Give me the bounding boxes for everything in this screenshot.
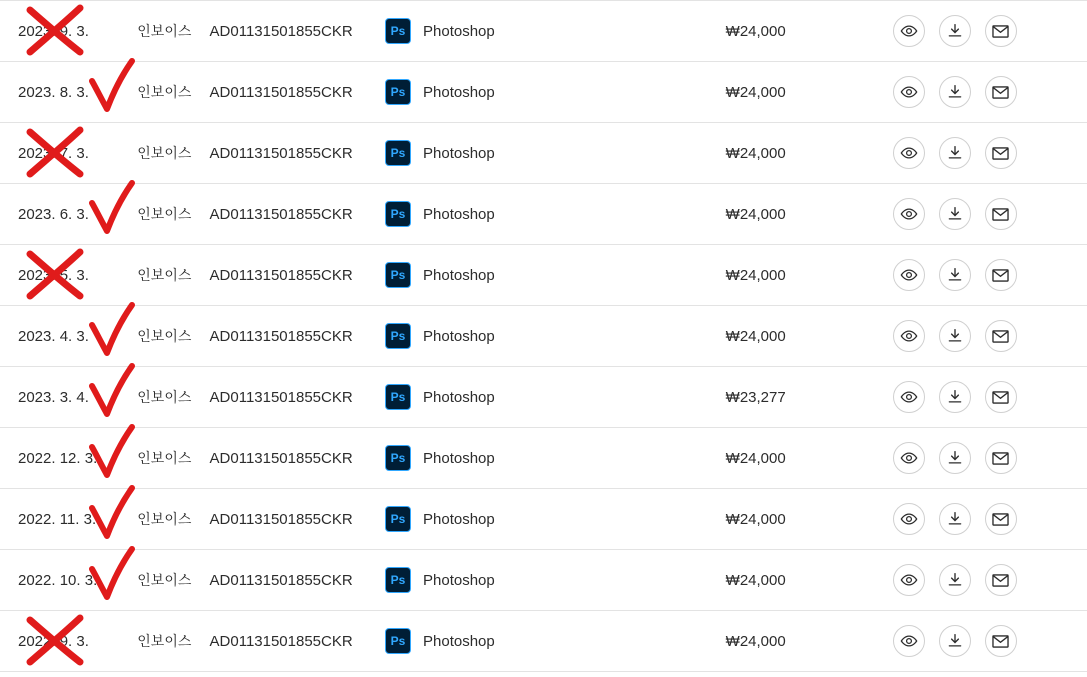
invoice-doc-type-cell: 인보이스 — [137, 328, 192, 344]
download-icon — [946, 388, 964, 406]
invoice-actions-cell — [891, 611, 1087, 672]
download-invoice-button[interactable] — [939, 320, 971, 352]
product-name-label: Photoshop — [423, 449, 495, 467]
download-invoice-button[interactable] — [939, 259, 971, 291]
invoice-order-number-cell: AD01131501855CKR — [209, 83, 353, 101]
invoice-order-number-cell: AD01131501855CKR — [209, 510, 353, 528]
invoice-date-cell: 2022. 11. 3. — [18, 510, 97, 528]
invoice-amount-cell: ₩23,277 — [725, 388, 786, 406]
invoice-date-cell: 2022. 10. 3. — [18, 571, 98, 589]
invoice-actions-cell — [891, 306, 1087, 367]
invoice-date-cell: 2023. 7. 3. — [18, 144, 89, 162]
invoice-actions-cell — [891, 245, 1087, 306]
invoice-actions-cell — [891, 428, 1087, 489]
photoshop-icon: Ps — [385, 79, 411, 105]
email-invoice-button[interactable] — [985, 442, 1017, 474]
invoice-date-cell: 2023. 9. 3. — [18, 22, 89, 40]
table-row — [0, 306, 1087, 367]
photoshop-icon: Ps — [385, 506, 411, 532]
invoice-amount-cell: ₩24,000 — [725, 266, 786, 284]
view-invoice-button[interactable] — [893, 503, 925, 535]
invoice-order-number-cell: AD01131501855CKR — [209, 388, 353, 406]
view-invoice-button[interactable] — [893, 137, 925, 169]
invoice-actions-cell — [891, 367, 1087, 428]
download-invoice-button[interactable] — [939, 137, 971, 169]
download-icon — [946, 571, 964, 589]
invoice-actions-cell — [891, 184, 1087, 245]
email-invoice-button[interactable] — [985, 625, 1017, 657]
envelope-icon — [991, 22, 1010, 41]
download-icon — [946, 83, 964, 101]
invoice-table-body — [0, 1, 1087, 672]
invoice-product-cell — [385, 306, 726, 367]
invoice-amount-cell: ₩24,000 — [725, 83, 786, 101]
invoice-doc-type-cell: 인보이스 — [137, 23, 192, 39]
invoice-doc-type-cell: 인보이스 — [137, 145, 192, 161]
view-invoice-button[interactable] — [893, 198, 925, 230]
email-invoice-button[interactable] — [985, 15, 1017, 47]
invoice-amount-cell: ₩24,000 — [725, 510, 786, 528]
eye-icon — [900, 83, 918, 101]
download-invoice-button[interactable] — [939, 564, 971, 596]
eye-icon — [900, 449, 918, 467]
eye-icon — [900, 510, 918, 528]
invoice-product-cell — [385, 245, 726, 306]
photoshop-icon: Ps — [385, 201, 411, 227]
table-row — [0, 184, 1087, 245]
download-invoice-button[interactable] — [939, 503, 971, 535]
eye-icon — [900, 22, 918, 40]
invoice-product-cell — [385, 123, 726, 184]
email-invoice-button[interactable] — [985, 564, 1017, 596]
download-icon — [946, 449, 964, 467]
invoice-date-cell: 2023. 5. 3. — [18, 266, 89, 284]
download-invoice-button[interactable] — [939, 15, 971, 47]
invoice-amount-cell: ₩24,000 — [725, 144, 786, 162]
invoice-product-cell — [385, 1, 726, 62]
table-row — [0, 489, 1087, 550]
eye-icon — [900, 571, 918, 589]
table-row — [0, 428, 1087, 489]
download-invoice-button[interactable] — [939, 76, 971, 108]
invoice-product-cell — [385, 62, 726, 123]
product-name-label: Photoshop — [423, 144, 495, 162]
invoice-actions-cell — [891, 123, 1087, 184]
invoice-actions-cell — [891, 1, 1087, 62]
invoice-actions-cell — [891, 62, 1087, 123]
invoice-product-cell — [385, 367, 726, 428]
download-icon — [946, 266, 964, 284]
invoice-amount-cell: ₩24,000 — [725, 571, 786, 589]
view-invoice-button[interactable] — [893, 76, 925, 108]
download-icon — [946, 510, 964, 528]
eye-icon — [900, 632, 918, 650]
product-name-label: Photoshop — [423, 83, 495, 101]
view-invoice-button[interactable] — [893, 381, 925, 413]
table-row — [0, 245, 1087, 306]
envelope-icon — [991, 205, 1010, 224]
photoshop-icon: Ps — [385, 323, 411, 349]
download-icon — [946, 327, 964, 345]
view-invoice-button[interactable] — [893, 259, 925, 291]
product-name-label: Photoshop — [423, 327, 495, 345]
invoice-date-cell: 2023. 3. 4. — [18, 388, 89, 406]
table-row — [0, 1, 1087, 62]
product-name-label: Photoshop — [423, 632, 495, 650]
product-name-label: Photoshop — [423, 388, 495, 406]
email-invoice-button[interactable] — [985, 320, 1017, 352]
email-invoice-button[interactable] — [985, 137, 1017, 169]
photoshop-icon: Ps — [385, 567, 411, 593]
invoice-doc-type-cell: 인보이스 — [137, 633, 192, 649]
eye-icon — [900, 205, 918, 223]
invoice-amount-cell: ₩24,000 — [725, 205, 786, 223]
invoice-date-cell: 2023. 8. 3. — [18, 83, 89, 101]
email-invoice-button[interactable] — [985, 198, 1017, 230]
eye-icon — [900, 144, 918, 162]
invoice-date-cell: 2023. 6. 3. — [18, 205, 89, 223]
invoice-order-number-cell: AD01131501855CKR — [209, 327, 353, 345]
invoice-product-cell — [385, 611, 726, 672]
invoice-doc-type-cell: 인보이스 — [137, 84, 192, 100]
invoice-actions-cell — [891, 489, 1087, 550]
invoice-doc-type-cell: 인보이스 — [137, 267, 192, 283]
view-invoice-button[interactable] — [893, 564, 925, 596]
invoice-date-cell: 2022. 12. 3. — [18, 449, 98, 467]
photoshop-icon: Ps — [385, 18, 411, 44]
download-invoice-button[interactable] — [939, 381, 971, 413]
download-invoice-button[interactable] — [939, 625, 971, 657]
photoshop-icon: Ps — [385, 384, 411, 410]
download-icon — [946, 144, 964, 162]
table-row — [0, 123, 1087, 184]
table-row — [0, 550, 1087, 611]
invoice-product-cell — [385, 184, 726, 245]
view-invoice-button[interactable] — [893, 442, 925, 474]
eye-icon — [900, 266, 918, 284]
invoice-order-number-cell: AD01131501855CKR — [209, 571, 353, 589]
invoice-doc-type-cell: 인보이스 — [137, 511, 192, 527]
product-name-label: Photoshop — [423, 205, 495, 223]
download-icon — [946, 22, 964, 40]
product-name-label: Photoshop — [423, 510, 495, 528]
invoice-order-number-cell: AD01131501855CKR — [209, 266, 353, 284]
invoice-product-cell — [385, 550, 726, 611]
photoshop-icon: Ps — [385, 445, 411, 471]
envelope-icon — [991, 388, 1010, 407]
download-icon — [946, 205, 964, 223]
product-name-label: Photoshop — [423, 266, 495, 284]
invoice-order-number-cell: AD01131501855CKR — [209, 449, 353, 467]
download-invoice-button[interactable] — [939, 198, 971, 230]
envelope-icon — [991, 144, 1010, 163]
email-invoice-button[interactable] — [985, 76, 1017, 108]
invoice-product-cell — [385, 428, 726, 489]
eye-icon — [900, 388, 918, 406]
download-invoice-button[interactable] — [939, 442, 971, 474]
view-invoice-button[interactable] — [893, 15, 925, 47]
invoice-amount-cell: ₩24,000 — [725, 632, 786, 650]
invoice-amount-cell: ₩24,000 — [725, 22, 786, 40]
envelope-icon — [991, 571, 1010, 590]
invoice-order-number-cell: AD01131501855CKR — [209, 22, 353, 40]
invoice-actions-cell — [891, 550, 1087, 611]
table-row — [0, 611, 1087, 672]
invoice-amount-cell: ₩24,000 — [725, 449, 786, 467]
download-icon — [946, 632, 964, 650]
photoshop-icon: Ps — [385, 628, 411, 654]
invoice-amount-cell: ₩24,000 — [725, 327, 786, 345]
invoice-doc-type-cell: 인보이스 — [137, 389, 192, 405]
invoice-date-cell: 2022. 9. 3. — [18, 632, 89, 650]
eye-icon — [900, 327, 918, 345]
envelope-icon — [991, 632, 1010, 651]
view-invoice-button[interactable] — [893, 320, 925, 352]
table-row — [0, 367, 1087, 428]
invoice-doc-type-cell: 인보이스 — [137, 450, 192, 466]
envelope-icon — [991, 449, 1010, 468]
product-name-label: Photoshop — [423, 22, 495, 40]
envelope-icon — [991, 327, 1010, 346]
invoice-product-cell — [385, 489, 726, 550]
product-name-label: Photoshop — [423, 571, 495, 589]
email-invoice-button[interactable] — [985, 259, 1017, 291]
email-invoice-button[interactable] — [985, 503, 1017, 535]
invoice-doc-type-cell: 인보이스 — [137, 206, 192, 222]
view-invoice-button[interactable] — [893, 625, 925, 657]
email-invoice-button[interactable] — [985, 381, 1017, 413]
invoice-doc-type-cell: 인보이스 — [137, 572, 192, 588]
invoice-order-number-cell: AD01131501855CKR — [209, 632, 353, 650]
invoice-order-number-cell: AD01131501855CKR — [209, 144, 353, 162]
envelope-icon — [991, 266, 1010, 285]
photoshop-icon: Ps — [385, 140, 411, 166]
envelope-icon — [991, 83, 1010, 102]
table-row — [0, 62, 1087, 123]
envelope-icon — [991, 510, 1010, 529]
photoshop-icon: Ps — [385, 262, 411, 288]
invoice-order-number-cell: AD01131501855CKR — [209, 205, 353, 223]
invoice-date-cell: 2023. 4. 3. — [18, 327, 89, 345]
